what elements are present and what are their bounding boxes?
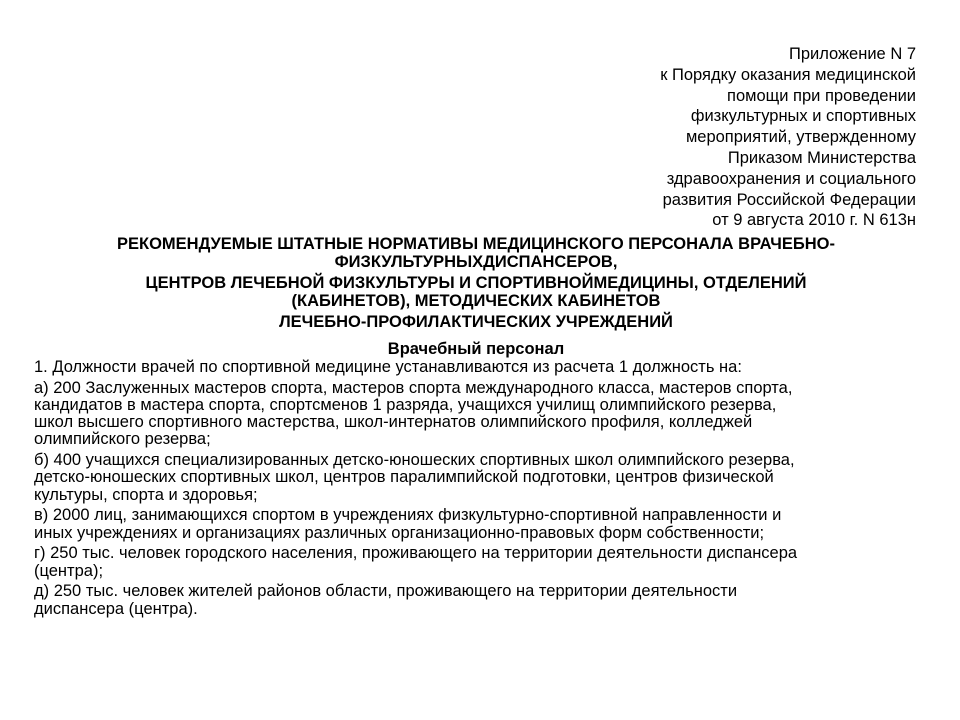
paragraph-line: а) 200 Заслуженных мастеров спорта, мастеров спорта международного класса, мастеров спорта, [34,378,793,397]
title-line: ФИЗКУЛЬТУРНЫХДИСПАНСЕРОВ, [334,252,618,271]
title-line: ЛЕЧЕБНО-ПРОФИЛАКТИЧЕСКИХ УЧРЕЖДЕНИЙ [279,313,673,331]
section-heading: Врачебный персонал [387,340,565,358]
paragraph-line: культуры, спорта и здоровья; [34,485,258,504]
paragraph-line: г) 250 тыс. человек городского населения, проживающего на территории деятельности диспансера [34,544,798,563]
appendix-line: к Порядку оказания медицинской [660,65,916,84]
paragraph-item-g [34,545,934,579]
appendix-line: развития Российской Федерации [662,190,916,209]
paragraph-line: в) 2000 лиц, занимающихся спортом в учреждениях физкультурно-спортивной направленности и [34,506,782,525]
paragraph-item-b [34,452,934,504]
title-line: (КАБИНЕТОВ), МЕТОДИЧЕСКИХ КАБИНЕТОВ [291,291,661,310]
appendix-line: физкультурных и спортивных [690,107,916,126]
paragraph-line: иных учреждениях и организациях различных организационно-правовых форм собственности; [34,523,765,542]
appendix-line: Приложение N 7 [788,45,916,63]
paragraph-line: д) 250 тыс. человек жителей районов области, проживающего на территории деятельности [34,582,738,601]
paragraph-item-v [34,507,934,541]
paragraph-line: кандидатов в мастера спорта, спортсменов 1 разряда, учащихся училищ олимпийского резерва, [34,396,777,414]
appendix-line: здравоохранения и социального [666,169,916,188]
paragraph-line: 1. Должности врачей по спортивной медицине устанавливаются из расчета 1 должность на: [34,358,742,376]
paragraph-item-d [34,583,934,617]
appendix-line: мероприятий, утвержденному [685,128,916,147]
paragraph-line: детско-юношеских спортивных школ, центров паралимпийской подготовки, центров физической [34,468,774,487]
paragraph-item-1 [34,359,934,376]
paragraph-line: диспансера (центра). [34,599,198,618]
paragraph-line: школ высшего спортивного мастерства, школ-интернатов олимпийского профиля, колледжей [34,413,753,432]
document-body [34,359,934,621]
appendix-header [556,44,916,231]
paragraph-line: б) 400 учащихся специализированных детско-юношеских спортивных школ олимпийского резерва, [34,451,795,470]
title-line: РЕКОМЕНДУЕМЫЕ ШТАТНЫЕ НОРМАТИВЫ МЕДИЦИНСКОГО ПЕРСОНАЛА ВРАЧЕБНО- [116,235,836,253]
document-title [50,236,902,332]
appendix-line: помощи при проведении [727,86,916,105]
paragraph-item-a [34,380,934,449]
appendix-line: Приказом Министерства [727,148,916,167]
paragraph-line: олимпийского резерва; [34,430,211,449]
paragraph-line: (центра); [34,561,104,580]
title-line: ЦЕНТРОВ ЛЕЧЕБНОЙ ФИЗКУЛЬТУРЫ И СПОРТИВНОЙМЕДИЦИНЫ, ОТДЕЛЕНИЙ [145,274,807,292]
appendix-line: от 9 августа 2010 г. N 613н [712,211,916,230]
